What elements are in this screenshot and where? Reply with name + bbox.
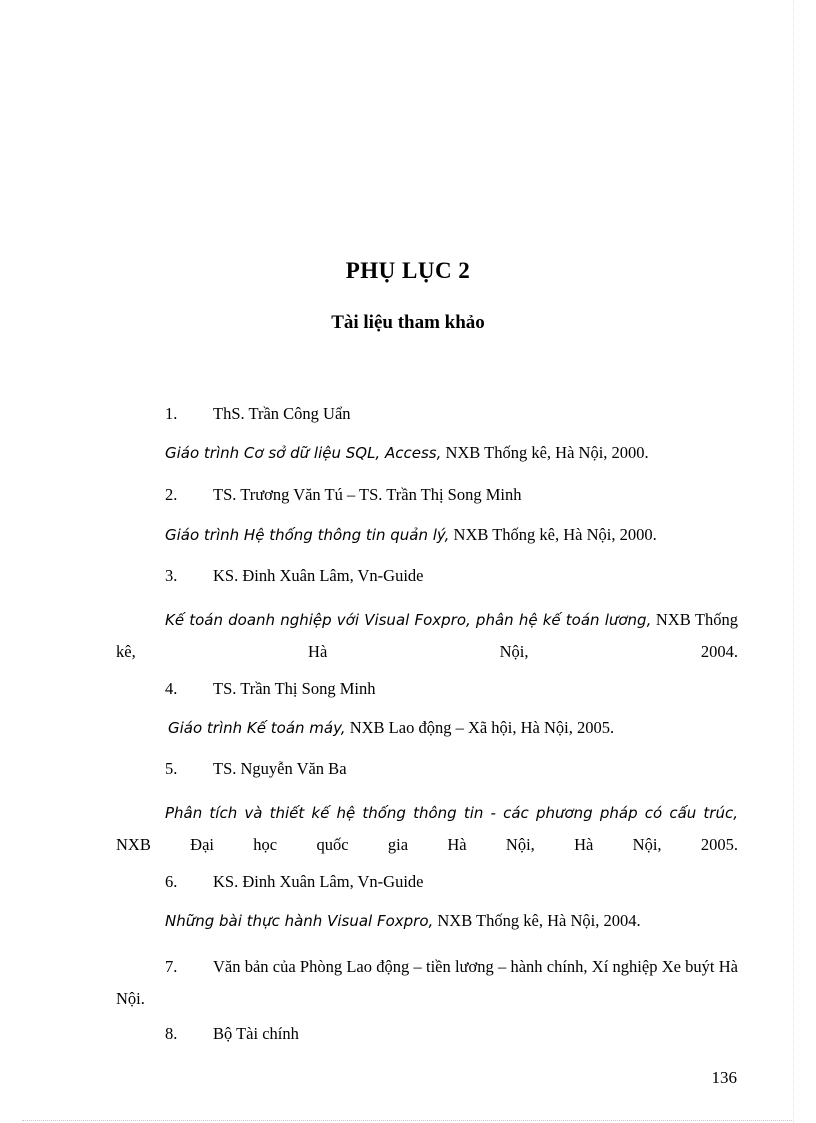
reference-publisher: NXB Thống kê, Hà Nội, 2004. (116, 610, 738, 661)
reference-number: 1. (165, 404, 178, 423)
reference-work-title: Phân tích và thiết kế hệ thống thông tin - các phương pháp có cấu trúc, (165, 804, 738, 822)
reference-author: KS. Đinh Xuân Lâm, Vn-Guide (213, 872, 424, 891)
reference-author: KS. Đinh Xuân Lâm, Vn-Guide (213, 566, 424, 585)
reference-number: 4. (165, 679, 178, 698)
reference-author: ThS. Trần Công Uẩn (213, 404, 351, 423)
reference-7 (116, 951, 738, 1015)
reference-4-heading (165, 679, 787, 699)
reference-publisher: NXB Đại học quốc gia Hà Nội, Hà Nội, 2005. (116, 835, 738, 854)
reference-5-citation (116, 797, 738, 861)
reference-3-heading (165, 566, 787, 586)
reference-number: 5. (165, 759, 178, 778)
reference-publisher: NXB Thống kê, Hà Nội, 2004. (433, 911, 641, 930)
reference-author: Bộ Tài chính (213, 1024, 299, 1043)
reference-publisher: NXB Thống kê, Hà Nội, 2000. (449, 525, 657, 544)
page-right-border (793, 0, 794, 1123)
reference-2-heading (165, 485, 787, 505)
reference-4-citation (168, 718, 741, 738)
reference-publisher: NXB Lao động – Xã hội, Hà Nội, 2005. (345, 718, 615, 737)
reference-number: 8. (165, 1024, 178, 1043)
reference-author: TS. Nguyễn Văn Ba (213, 759, 347, 778)
reference-work-title: Những bài thực hành Visual Foxpro, (165, 912, 434, 930)
reference-work-title: Giáo trình Hệ thống thông tin quản lý, (165, 526, 450, 544)
reference-work-title: Giáo trình Cơ sở dữ liệu SQL, Access, (165, 444, 442, 462)
reference-author: TS. Trương Văn Tú – TS. Trần Thị Song Minh (213, 485, 522, 504)
page-bottom-border (22, 1120, 794, 1121)
reference-work-title: Kế toán doanh nghiệp với Visual Foxpro, phân hệ kế toán lương, (165, 611, 652, 629)
reference-number: 6. (165, 872, 178, 891)
page-number: 136 (711, 1068, 737, 1087)
reference-1-citation (165, 443, 738, 463)
reference-5-heading (165, 759, 787, 779)
reference-2-citation (165, 525, 738, 545)
reference-number: 3. (165, 566, 178, 585)
reference-8-heading (165, 1024, 787, 1044)
page-subtitle: Tài liệu tham khảo (331, 312, 485, 333)
reference-author: TS. Trần Thị Song Minh (213, 679, 376, 698)
reference-work-title: Giáo trình Kế toán máy, (168, 719, 346, 737)
reference-3-citation (116, 604, 738, 668)
page-title: PHỤ LỤC 2 (345, 258, 471, 283)
reference-author: Văn bản của Phòng Lao động – tiền lương – hành chính, Xí nghiệp Xe buýt Hà Nội. (116, 957, 738, 1008)
reference-publisher: NXB Thống kê, Hà Nội, 2000. (441, 443, 649, 462)
reference-6-heading (165, 872, 787, 892)
reference-number: 2. (165, 485, 178, 504)
reference-number: 7. (165, 957, 178, 976)
reference-6-citation (165, 911, 738, 931)
reference-1-heading (165, 404, 787, 424)
